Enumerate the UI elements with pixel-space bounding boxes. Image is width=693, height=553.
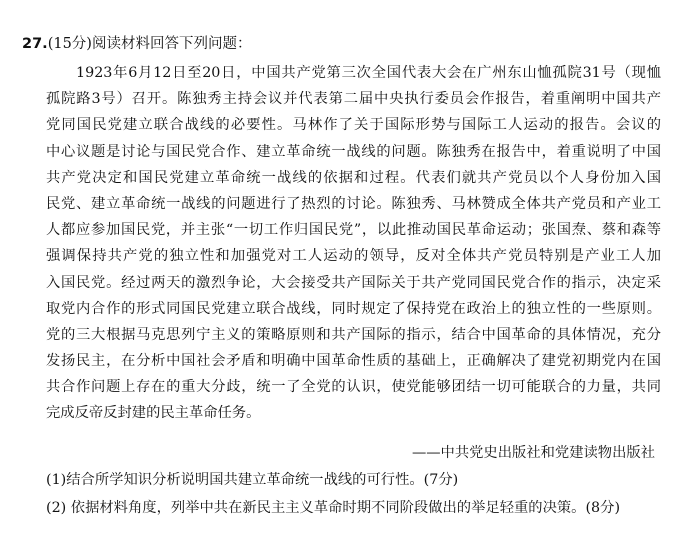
- question-header: [22, 34, 251, 54]
- sub-question-1: (1)结合所学知识分析说明国共建立革命统一战线的可行性。(7分): [46, 472, 459, 488]
- material-line: 1923年6月12日至20日，中国共产党第三次全国代表大会在广州东山恤孤院31号（现恤: [76, 65, 661, 81]
- material-line: 党的三大根据马克思列宁主义的策略原则和共产国际的指示，结合中国革命的具体情况，充分: [46, 326, 661, 343]
- material-line: 民党、建立革命统一战线的问题进行了热烈的讨论。陈独秀、马林赞成全体共产党员和产业工: [46, 195, 661, 212]
- question-number: 27.: [22, 36, 48, 52]
- material-line: 强调保持共产党的独立性和加强党对工人运动的领导，反对全体共产党员特别是产业工人加: [46, 248, 661, 265]
- sub-question-2: (2) 依据材料角度，列举中共在新民主主义革命时期不同阶段做出的举足轻重的决策。(8分): [46, 500, 621, 516]
- material-line: 中心议题是讨论与国民党合作、建立革命统一战线的问题。陈独秀在报告中，着重说明了中国: [46, 143, 661, 160]
- material-line: 人都应参加国民党，并主张“一切工作归国民党”，以此推动国民革命运动；张国焘、蔡和森等: [46, 222, 661, 239]
- material-line: 取党内合作的形式同国民党建立联合战线，同时规定了保持党在政治上的独立性的一些原则。: [46, 300, 661, 317]
- material-line: 发扬民主，在分析中国社会矛盾和明确中国革命性质的基础上，正确解决了建党初期党内在国: [46, 353, 661, 370]
- material-line: 孤院路3号）召开。陈独秀主持会议并代表第二届中央执行委员会作报告，着重阐明中国共产: [46, 91, 661, 108]
- reading-material: [46, 60, 661, 427]
- question-prompt: (15分)阅读材料回答下列问题：: [47, 36, 252, 52]
- material-line: 完成反帝反封建的民主革命任务。: [46, 405, 261, 422]
- material-line: 共合作问题上存在的重大分歧，统一了全党的认识，使党能够团结一切可能联合的力量，共同: [46, 379, 661, 396]
- material-source: ——中共党史出版社和党建读物出版社: [411, 445, 655, 461]
- material-line: 共产党决定和国民党建立革命统一战线的依据和过程。代表们就共产党员以个人身份加入国: [46, 169, 661, 186]
- material-line: 入国民党。经过两天的激烈争论，大会接受共产国际关于共产党同国民党合作的指示，决定采: [46, 274, 661, 291]
- material-line: 党同国民党建立联合战线的必要性。马林作了关于国际形势与国际工人运动的报告。会议的: [46, 117, 661, 134]
